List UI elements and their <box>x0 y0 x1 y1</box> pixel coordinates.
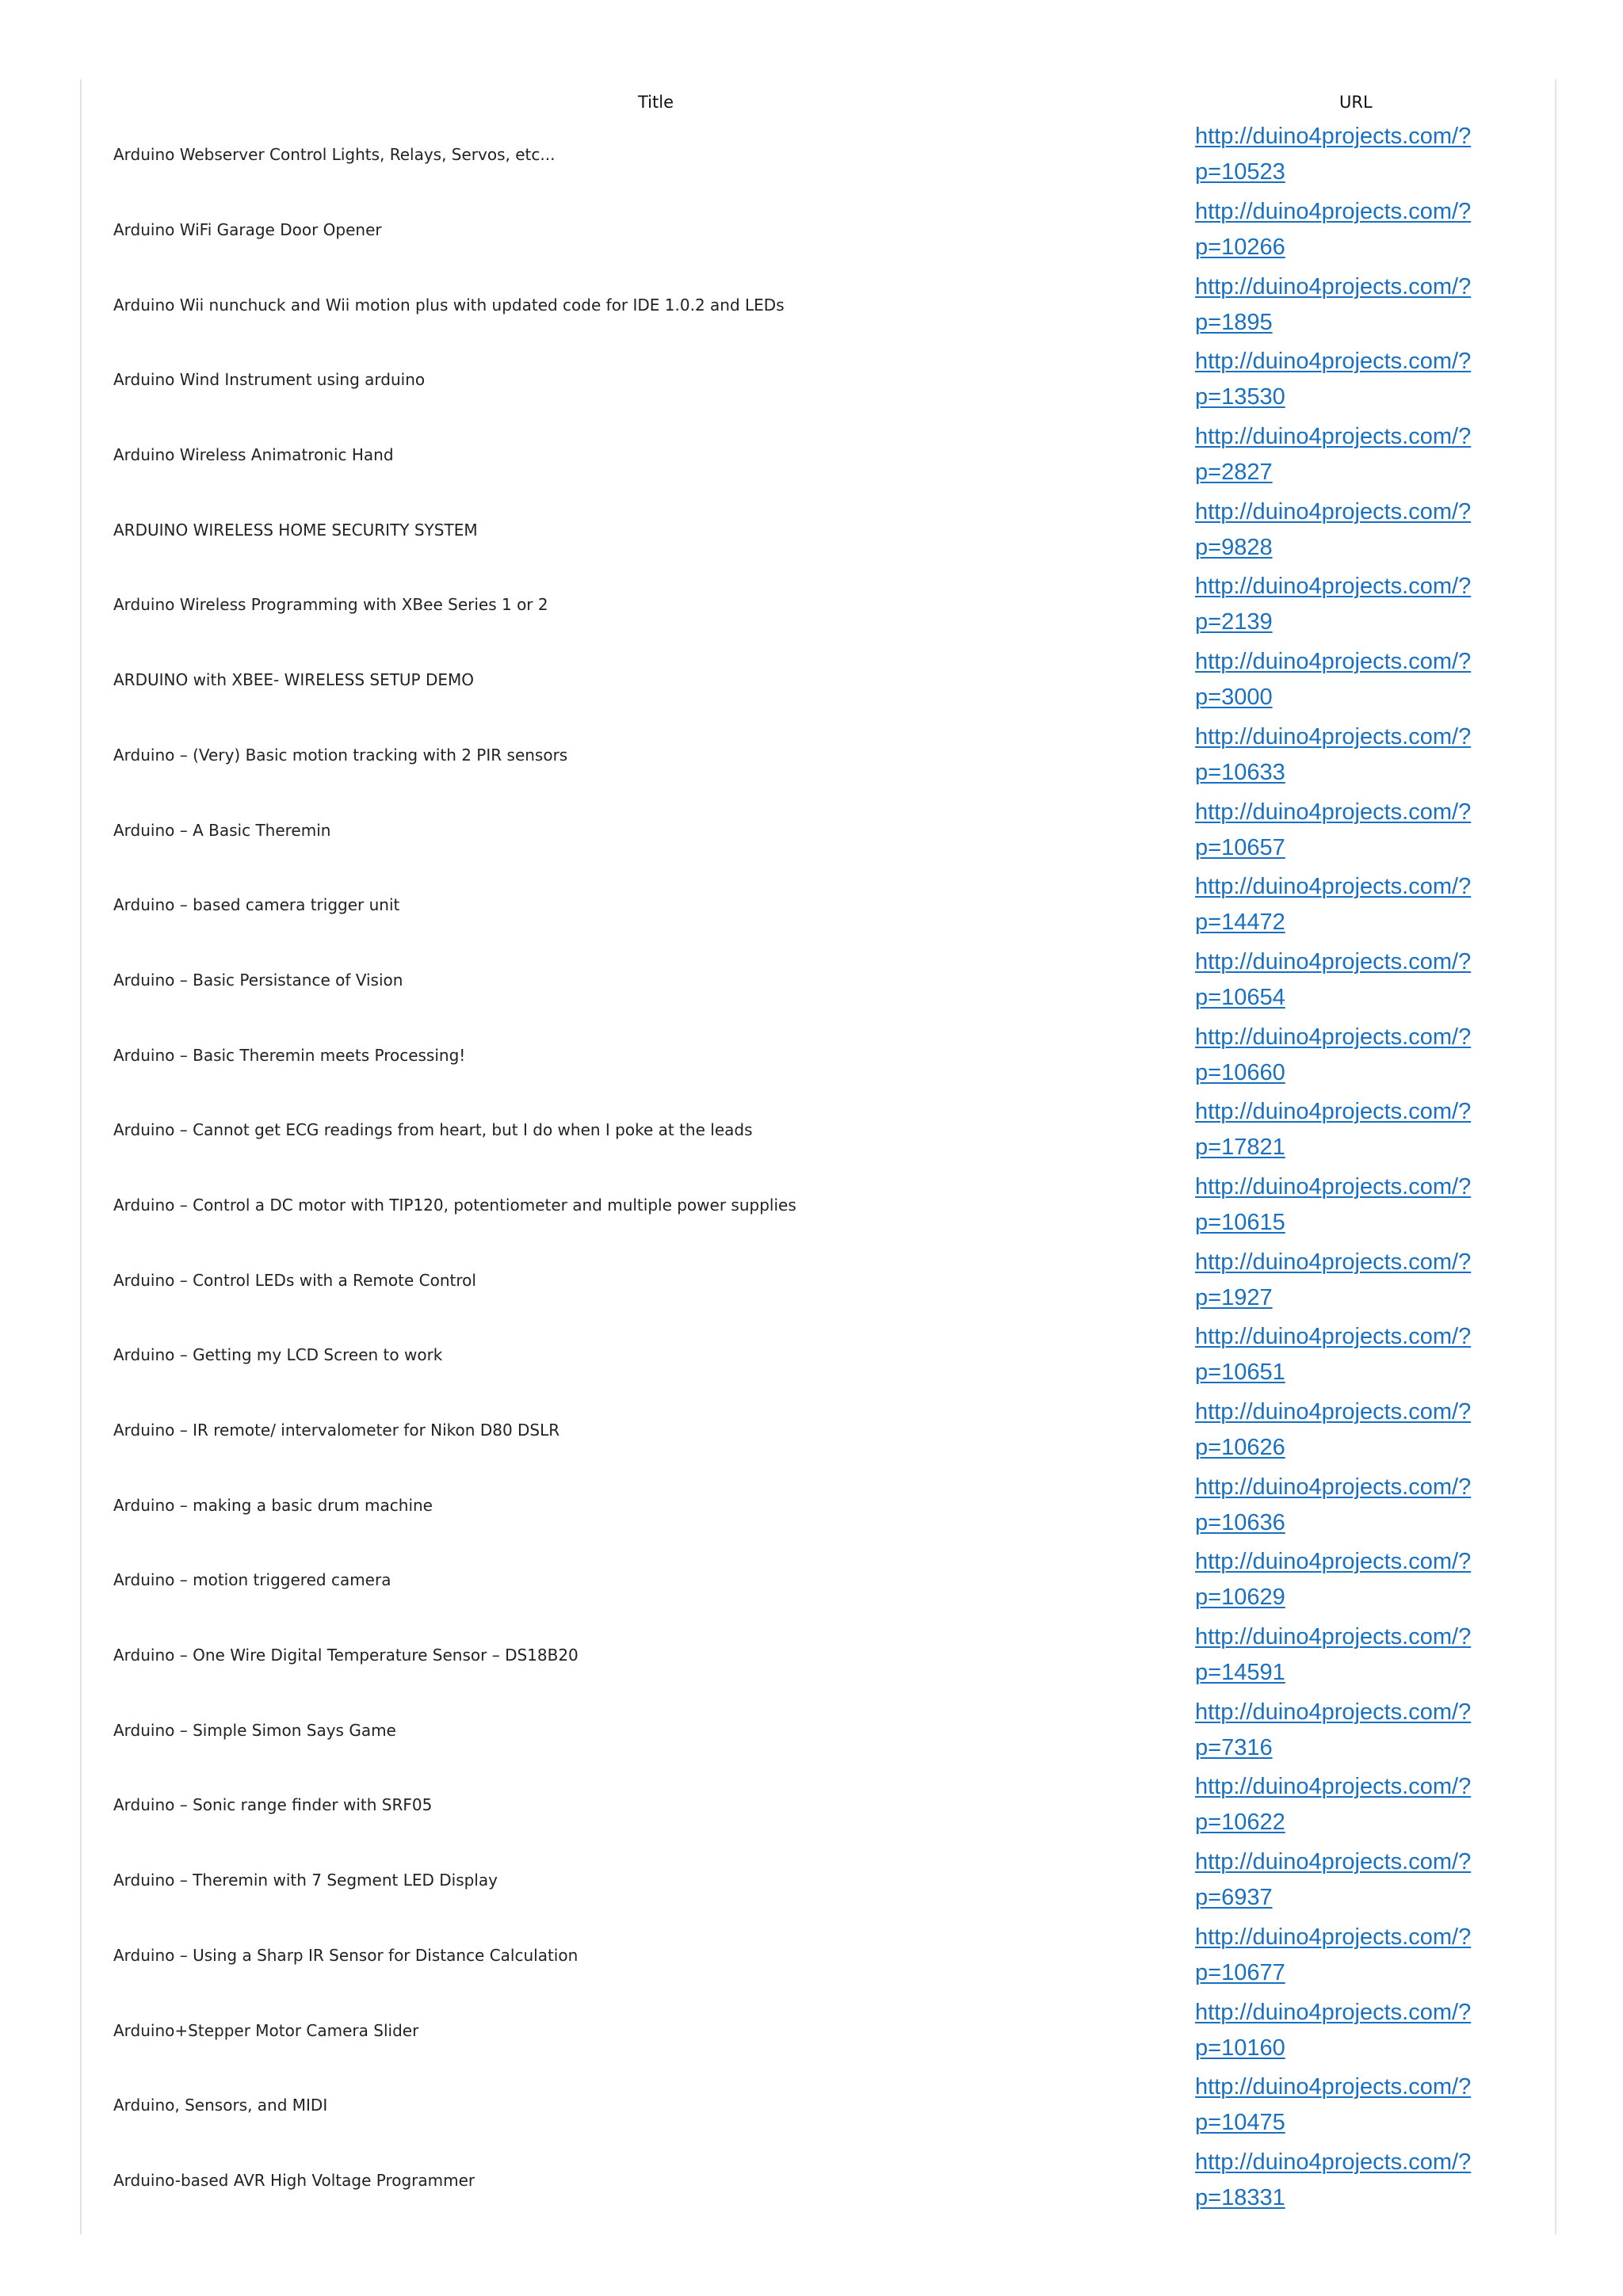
row-url-cell <box>1195 1618 1480 1693</box>
row-title: Arduino-based AVR High Voltage Programmer <box>113 2170 475 2190</box>
row-url-line-2: p=18331 <box>1195 2184 1285 2210</box>
row-url-line-2: p=10651 <box>1195 1360 1285 1386</box>
table-row <box>82 643 1555 718</box>
row-title: ARDUINO WIRELESS HOME SECURITY SYSTEM <box>113 520 478 540</box>
row-url-line-2: p=10677 <box>1195 1959 1285 1985</box>
row-url-line-2: p=1895 <box>1195 309 1273 335</box>
column-header-title: Title <box>638 93 674 112</box>
table-row <box>82 718 1555 793</box>
row-url-line-2: p=10475 <box>1195 2110 1285 2136</box>
row-url-line-2: p=17821 <box>1195 1135 1285 1161</box>
table-header <box>82 90 1555 114</box>
table-row <box>82 1393 1555 1468</box>
row-url-line-1: http://duino4projects.com/? <box>1195 1249 1472 1275</box>
row-url-link[interactable] <box>1195 1394 1471 1466</box>
row-url-link[interactable] <box>1195 1020 1471 1091</box>
row-url-cell <box>1195 1393 1480 1468</box>
row-url-line-2: p=10160 <box>1195 2035 1285 2061</box>
row-url-link[interactable] <box>1195 1920 1471 1991</box>
row-url-link[interactable] <box>1195 344 1471 415</box>
row-url-cell <box>1195 1768 1480 1843</box>
row-url-line-2: p=10657 <box>1195 834 1285 860</box>
row-url-cell <box>1195 1843 1480 1918</box>
row-title: Arduino Wireless Programming with XBee Series 1 or 2 <box>113 595 548 615</box>
table-row <box>82 943 1555 1018</box>
table-row <box>82 868 1555 943</box>
row-url-line-2: p=3000 <box>1195 685 1273 711</box>
row-url-cell <box>1195 1318 1480 1393</box>
row-url-line-1: http://duino4projects.com/? <box>1195 1999 1472 2025</box>
row-title: Arduino Webserver Control Lights, Relays, Servos, etc... <box>113 145 556 165</box>
table-row <box>82 1918 1555 1993</box>
row-url-line-1: http://duino4projects.com/? <box>1195 799 1472 825</box>
row-url-cell <box>1195 1993 1480 2068</box>
row-url-line-2: p=14472 <box>1195 910 1285 936</box>
table-row <box>82 492 1555 567</box>
table-row <box>82 1768 1555 1843</box>
row-url-link[interactable] <box>1195 569 1471 640</box>
row-url-link[interactable] <box>1195 1544 1471 1615</box>
row-title: Arduino+Stepper Motor Camera Slider <box>113 2020 419 2040</box>
row-url-cell <box>1195 1467 1480 1543</box>
row-url-cell <box>1195 643 1480 718</box>
row-url-line-1: http://duino4projects.com/? <box>1195 649 1472 675</box>
row-url-line-2: p=10636 <box>1195 1509 1285 1535</box>
row-url-cell <box>1195 567 1480 643</box>
row-title: Arduino, Sensors, and MIDI <box>113 2096 328 2115</box>
row-url-link[interactable] <box>1195 1995 1471 2066</box>
row-url-line-1: http://duino4projects.com/? <box>1195 723 1472 749</box>
row-title: ARDUINO with XBEE- WIRELESS SETUP DEMO <box>113 670 475 690</box>
table-row <box>82 1318 1555 1393</box>
row-url-line-2: p=6937 <box>1195 1885 1273 1911</box>
row-title: Arduino Wireless Animatronic Hand <box>113 445 394 465</box>
row-url-cell <box>1195 868 1480 943</box>
table-row <box>82 567 1555 643</box>
row-url-link[interactable] <box>1195 269 1471 341</box>
table-row <box>82 1017 1555 1093</box>
row-url-line-2: p=10523 <box>1195 159 1285 185</box>
row-title: Arduino – Basic Theremin meets Processing! <box>113 1045 466 1065</box>
row-title: Arduino – Control LEDs with a Remote Control <box>113 1270 476 1290</box>
row-url-line-1: http://duino4projects.com/? <box>1195 1624 1472 1650</box>
row-url-line-1: http://duino4projects.com/? <box>1195 498 1472 524</box>
row-url-line-1: http://duino4projects.com/? <box>1195 1474 1472 1500</box>
row-url-line-2: p=13530 <box>1195 384 1285 410</box>
row-url-cell <box>1195 943 1480 1018</box>
row-url-link[interactable] <box>1195 419 1471 490</box>
table-row <box>82 2143 1555 2218</box>
row-url-link[interactable] <box>1195 2069 1471 2141</box>
row-title: Arduino Wii nunchuck and Wii motion plus with updated code for IDE 1.0.2 and LEDs <box>113 295 785 315</box>
row-title: Arduino – (Very) Basic motion tracking with 2 PIR sensors <box>113 745 568 765</box>
row-url-cell <box>1195 718 1480 793</box>
row-url-cell <box>1195 1543 1480 1618</box>
row-url-link[interactable] <box>1195 869 1471 940</box>
row-url-link[interactable] <box>1195 1094 1471 1165</box>
row-url-line-1: http://duino4projects.com/? <box>1195 1849 1472 1875</box>
row-url-line-2: p=7316 <box>1195 1734 1273 1760</box>
row-url-link[interactable] <box>1195 1319 1471 1390</box>
row-url-link[interactable] <box>1195 795 1471 866</box>
row-url-line-1: http://duino4projects.com/? <box>1195 574 1472 600</box>
row-title: Arduino Wind Instrument using arduino <box>113 370 426 390</box>
table-row <box>82 117 1555 193</box>
row-title: Arduino – Sonic range finder with SRF05 <box>113 1795 433 1815</box>
row-url-line-1: http://duino4projects.com/? <box>1195 1924 1472 1950</box>
row-url-link[interactable] <box>1195 494 1471 566</box>
row-url-line-2: p=10629 <box>1195 1585 1285 1611</box>
row-title: Arduino – Theremin with 7 Segment LED Display <box>113 1871 498 1890</box>
row-url-line-1: http://duino4projects.com/? <box>1195 1099 1472 1125</box>
row-url-cell <box>1195 418 1480 493</box>
row-url-link[interactable] <box>1195 2145 1471 2216</box>
row-url-line-1: http://duino4projects.com/? <box>1195 1549 1472 1575</box>
row-title: Arduino – Cannot get ECG readings from heart, but I do when I poke at the leads <box>113 1120 753 1140</box>
row-title: Arduino – Basic Persistance of Vision <box>113 970 403 990</box>
table-row <box>82 267 1555 342</box>
row-url-line-1: http://duino4projects.com/? <box>1195 1774 1472 1800</box>
row-url-line-1: http://duino4projects.com/? <box>1195 199 1472 225</box>
row-title: Arduino – based camera trigger unit <box>113 895 400 915</box>
row-url-line-2: p=10615 <box>1195 1209 1285 1235</box>
row-url-line-1: http://duino4projects.com/? <box>1195 2074 1472 2100</box>
table-row <box>82 342 1555 418</box>
row-url-cell <box>1195 792 1480 868</box>
row-url-link[interactable] <box>1195 119 1471 190</box>
row-url-line-1: http://duino4projects.com/? <box>1195 1324 1472 1350</box>
row-url-line-2: p=10633 <box>1195 759 1285 785</box>
row-url-line-1: http://duino4projects.com/? <box>1195 1699 1472 1725</box>
table-row <box>82 2068 1555 2143</box>
row-url-line-1: http://duino4projects.com/? <box>1195 1399 1472 1425</box>
row-url-line-2: p=10626 <box>1195 1435 1285 1461</box>
row-url-cell <box>1195 342 1480 418</box>
table-body <box>82 117 1555 2218</box>
row-title: Arduino – IR remote/ intervalometer for Nikon D80 DSLR <box>113 1421 560 1440</box>
row-url-line-1: http://duino4projects.com/? <box>1195 1024 1472 1050</box>
row-title: Arduino WiFi Garage Door Opener <box>113 220 382 240</box>
row-url-cell <box>1195 2068 1480 2143</box>
row-url-cell <box>1195 1017 1480 1093</box>
row-url-line-2: p=2139 <box>1195 609 1273 635</box>
row-title: Arduino – Getting my LCD Screen to work <box>113 1345 443 1365</box>
row-title: Arduino – making a basic drum machine <box>113 1495 433 1515</box>
row-url-cell <box>1195 1168 1480 1243</box>
row-url-cell <box>1195 2143 1480 2218</box>
row-url-line-2: p=10654 <box>1195 984 1285 1010</box>
table-row <box>82 1843 1555 1918</box>
row-url-line-2: p=1927 <box>1195 1284 1273 1310</box>
row-url-cell <box>1195 267 1480 342</box>
row-url-link[interactable] <box>1195 1844 1471 1916</box>
table-row <box>82 193 1555 268</box>
row-url-line-1: http://duino4projects.com/? <box>1195 273 1472 299</box>
table-row <box>82 1093 1555 1168</box>
table-row <box>82 418 1555 493</box>
table-row <box>82 1242 1555 1318</box>
row-url-link[interactable] <box>1195 944 1471 1016</box>
row-url-link[interactable] <box>1195 1169 1471 1241</box>
row-title: Arduino – Simple Simon Says Game <box>113 1720 396 1740</box>
row-title: Arduino – motion triggered camera <box>113 1570 391 1590</box>
row-url-link[interactable] <box>1195 1769 1471 1840</box>
row-url-line-1: http://duino4projects.com/? <box>1195 948 1472 974</box>
row-url-line-2: p=9828 <box>1195 534 1273 560</box>
table-row <box>82 1467 1555 1543</box>
row-url-line-1: http://duino4projects.com/? <box>1195 424 1472 450</box>
project-table <box>80 79 1556 2234</box>
table-row <box>82 792 1555 868</box>
column-header-url: URL <box>1339 93 1373 112</box>
row-title: Arduino – A Basic Theremin <box>113 820 331 840</box>
table-row <box>82 1543 1555 1618</box>
row-url-line-1: http://duino4projects.com/? <box>1195 1173 1472 1199</box>
row-url-link[interactable] <box>1195 1470 1471 1541</box>
row-url-link[interactable] <box>1195 1695 1471 1766</box>
row-url-link[interactable] <box>1195 1245 1471 1316</box>
table-row <box>82 1993 1555 2068</box>
table-row <box>82 1692 1555 1768</box>
row-url-line-2: p=10622 <box>1195 1810 1285 1836</box>
row-url-line-2: p=10660 <box>1195 1059 1285 1085</box>
row-url-link[interactable] <box>1195 644 1471 715</box>
row-url-cell <box>1195 1093 1480 1168</box>
row-url-line-1: http://duino4projects.com/? <box>1195 874 1472 900</box>
row-url-cell <box>1195 1918 1480 1993</box>
table-row <box>82 1168 1555 1243</box>
row-url-line-2: p=14591 <box>1195 1660 1285 1686</box>
row-url-line-1: http://duino4projects.com/? <box>1195 349 1472 375</box>
row-url-link[interactable] <box>1195 194 1471 265</box>
row-title: Arduino – Control a DC motor with TIP120, potentiometer and multiple power supplies <box>113 1195 796 1215</box>
row-url-line-2: p=10266 <box>1195 235 1285 261</box>
row-url-cell <box>1195 193 1480 268</box>
row-url-line-1: http://duino4projects.com/? <box>1195 124 1472 150</box>
row-url-cell <box>1195 492 1480 567</box>
row-url-line-2: p=2827 <box>1195 460 1273 486</box>
row-url-cell <box>1195 1242 1480 1318</box>
row-url-cell <box>1195 117 1480 193</box>
row-url-link[interactable] <box>1195 719 1471 791</box>
row-url-link[interactable] <box>1195 1619 1471 1691</box>
row-url-line-1: http://duino4projects.com/? <box>1195 2149 1472 2175</box>
table-row <box>82 1618 1555 1693</box>
row-title: Arduino – One Wire Digital Temperature Sensor – DS18B20 <box>113 1646 579 1665</box>
row-url-cell <box>1195 1692 1480 1768</box>
row-title: Arduino – Using a Sharp IR Sensor for Distance Calculation <box>113 1945 579 1965</box>
